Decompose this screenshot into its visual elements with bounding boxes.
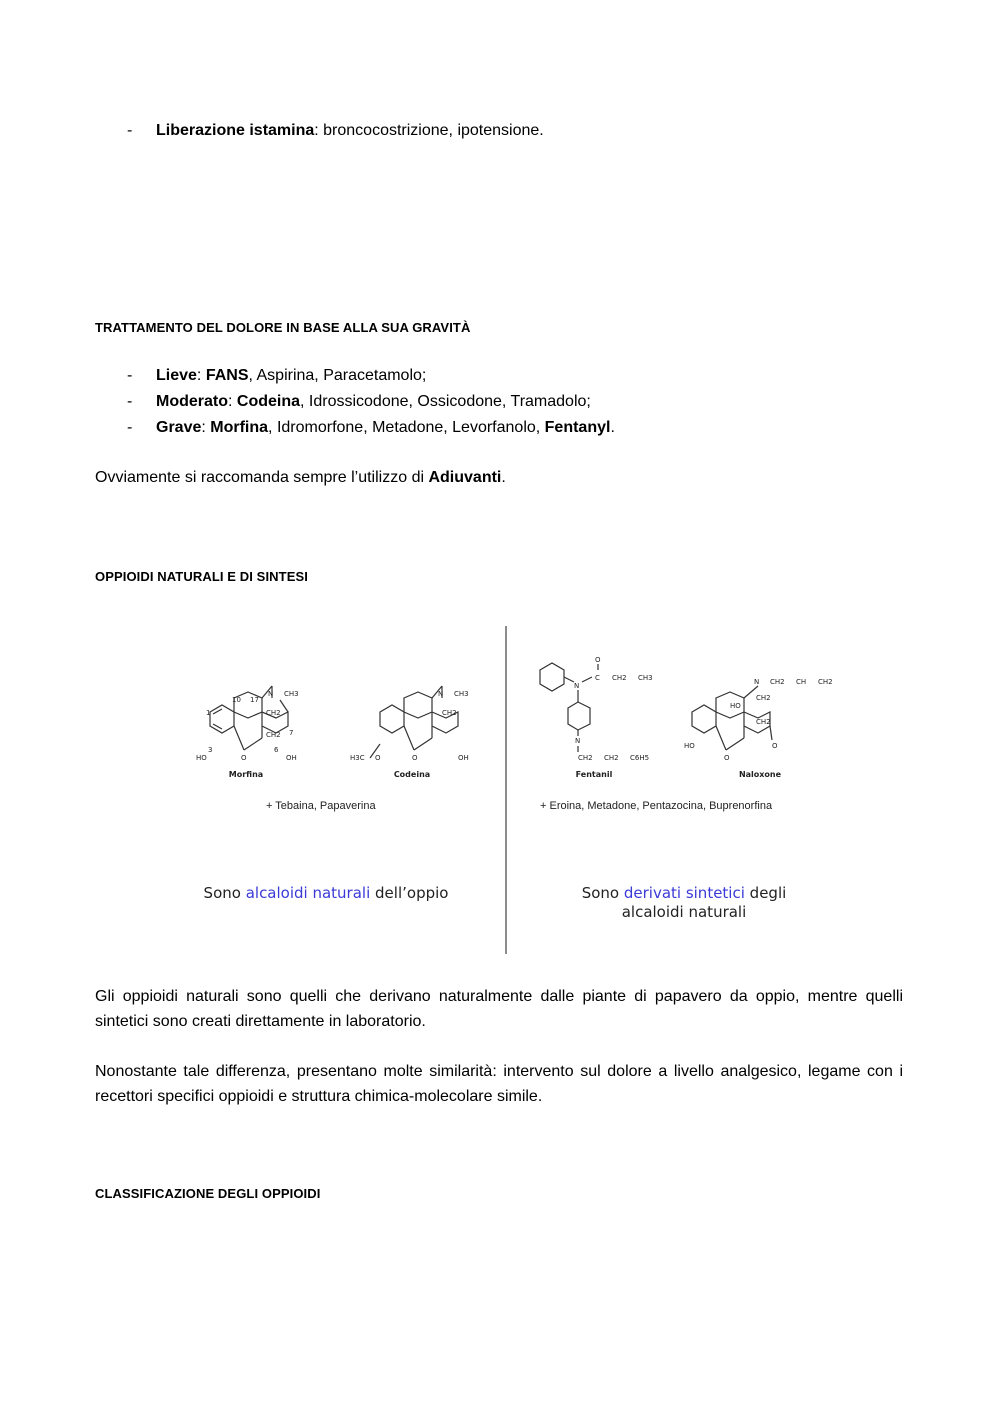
note-end: . xyxy=(501,469,506,486)
bullet-rest: : broncocostrizione, ipotensione. xyxy=(314,122,544,139)
naloxone-atom-label: CH xyxy=(796,678,807,686)
bullet-dash: - xyxy=(127,122,133,139)
morfina-atom-label: 10 xyxy=(232,696,241,704)
molecule-name-morfina: Morfina xyxy=(228,770,264,779)
left-extra-list: + Tebaina, Papaverina xyxy=(266,800,376,812)
caption-pre: Sono xyxy=(581,884,624,902)
fentanil-atom-label: CH3 xyxy=(638,674,653,682)
naloxone-atom-label: O xyxy=(724,754,730,762)
bullet-text xyxy=(156,415,615,441)
morfina-atom-label: O xyxy=(241,754,247,762)
fentanil-atom-label: C xyxy=(595,674,600,682)
left-caption xyxy=(204,884,449,902)
molecule-name-naloxone: Naloxone xyxy=(738,770,782,779)
codeina-atom-label: CH2 xyxy=(442,709,457,717)
codeina-atom-label: OH xyxy=(458,754,469,762)
bullet-term: Moderato xyxy=(156,393,228,410)
codeina-atom-label: N xyxy=(438,690,444,698)
bullet-rest: , Aspirina, Paracetamolo; xyxy=(248,367,427,384)
paragraph-similarita: Nonostante tale differenza, presentano molte similarità: intervento sul dolore a livello analgesico, legame con i recettori specifici oppioidi e struttura chimica-molecolare simile. xyxy=(95,1063,903,1105)
morfina-atom-label: 1 xyxy=(206,709,211,717)
section-heading-classificazione: CLASSIFICAZIONE DEGLI OPPIOIDI xyxy=(95,1186,321,1201)
naloxone-atom-label: HO xyxy=(684,742,695,750)
bullet-drug: Morfina xyxy=(210,419,269,436)
codeina-atom-label: H3C xyxy=(350,754,365,762)
morfina-atom-label: 17 xyxy=(250,696,259,704)
bullet-text xyxy=(156,389,591,415)
codeina-atom-label: O xyxy=(412,754,418,762)
molecule-name-codeina: Codeina xyxy=(393,770,431,779)
bullet-dash: - xyxy=(127,419,133,436)
bullet-term: Liberazione istamina xyxy=(156,122,315,139)
fentanil-structure xyxy=(540,663,598,752)
note-text: Ovviamente si raccomanda sempre l’utilizzo di xyxy=(95,469,429,486)
fentanil-atom-label: C6H5 xyxy=(630,754,650,762)
morfina-atom-label: 3 xyxy=(208,746,213,754)
codeina-atom-label: O xyxy=(375,754,381,762)
bullet-dash: - xyxy=(127,367,133,384)
fentanil-atom-label: CH2 xyxy=(578,754,593,762)
bullet-end: . xyxy=(610,419,615,436)
fentanil-atom-label: CH2 xyxy=(604,754,619,762)
bullet-drug-last: Fentanyl xyxy=(544,419,611,436)
fentanil-atom-label: N xyxy=(575,737,581,745)
adiuvanti-note xyxy=(95,465,506,491)
morfina-atom-label: 7 xyxy=(289,729,294,737)
right-extra-list: + Eroina, Metadone, Pentazocina, Buprenorfina xyxy=(540,800,773,812)
codeina-structure xyxy=(370,686,458,758)
naloxone-atom-label: CH2 xyxy=(818,678,833,686)
bullet-sep: : xyxy=(201,419,211,436)
bullet-sep: : xyxy=(228,393,237,410)
caption-blue: derivati sintetici xyxy=(623,884,745,902)
bullet-text xyxy=(156,363,426,389)
bullet-drug: FANS xyxy=(205,367,249,384)
fentanil-atom-label: N xyxy=(574,682,580,690)
bullet-rest: , Idromorfone, Metadone, Levorfanolo, xyxy=(268,419,545,436)
caption-post: dell’oppio xyxy=(370,884,449,902)
naloxone-atom-label: CH2 xyxy=(756,718,771,726)
morfina-structure xyxy=(210,686,288,750)
morfina-atom-label: CH2 xyxy=(266,709,281,717)
naloxone-atom-label: N xyxy=(754,678,760,686)
morfina-atom-label: OH xyxy=(286,754,297,762)
naloxone-atom-label: CH2 xyxy=(756,694,771,702)
fentanil-atom-label: CH2 xyxy=(612,674,627,682)
paragraph-oppioidi-naturali: Gli oppioidi naturali sono quelli che derivano naturalmente dalle piante di papavero da oppio, mentre quelli sintetici sono creati direttamente in laboratorio. xyxy=(95,988,903,1030)
caption-blue: alcaloidi naturali xyxy=(245,884,371,902)
section-heading-oppioidi: OPPIOIDI NATURALI E DI SINTESI xyxy=(95,569,308,584)
codeina-atom-label: CH3 xyxy=(454,690,469,698)
bullet-dash: - xyxy=(127,393,133,410)
right-caption-line2: alcaloidi naturali xyxy=(621,903,747,921)
molecule-name-fentanil: Fentanil xyxy=(575,770,613,779)
bullet-rest: , Idrossicodone, Ossicodone, Tramadolo; xyxy=(300,393,591,410)
morfina-atom-label: HO xyxy=(196,754,207,762)
morfina-atom-label: CH2 xyxy=(266,731,281,739)
bullet-drug: Codeina xyxy=(236,393,301,410)
section-heading-trattamento: TRATTAMENTO DEL DOLORE IN BASE ALLA SUA GRAVITÀ xyxy=(95,320,471,335)
naloxone-atom-label: CH2 xyxy=(770,678,785,686)
note-bold: Adiuvanti xyxy=(428,469,502,486)
morfina-atom-label: 6 xyxy=(274,746,279,754)
morfina-atom-label: CH3 xyxy=(284,690,299,698)
caption-pre: Sono xyxy=(203,884,246,902)
opioid-structures-figure xyxy=(180,620,860,960)
bullet-sep: : xyxy=(196,367,206,384)
right-caption-line1 xyxy=(582,884,787,902)
caption-post: degli xyxy=(744,884,787,902)
naloxone-atom-label: HO xyxy=(730,702,741,710)
bullet-term: Grave xyxy=(156,419,202,436)
bullet-term: Lieve xyxy=(156,367,197,384)
bullet-text xyxy=(156,118,544,144)
morfina-atom-label: N xyxy=(268,690,274,698)
naloxone-atom-label: O xyxy=(772,742,778,750)
fentanil-atom-label: O xyxy=(595,656,601,664)
